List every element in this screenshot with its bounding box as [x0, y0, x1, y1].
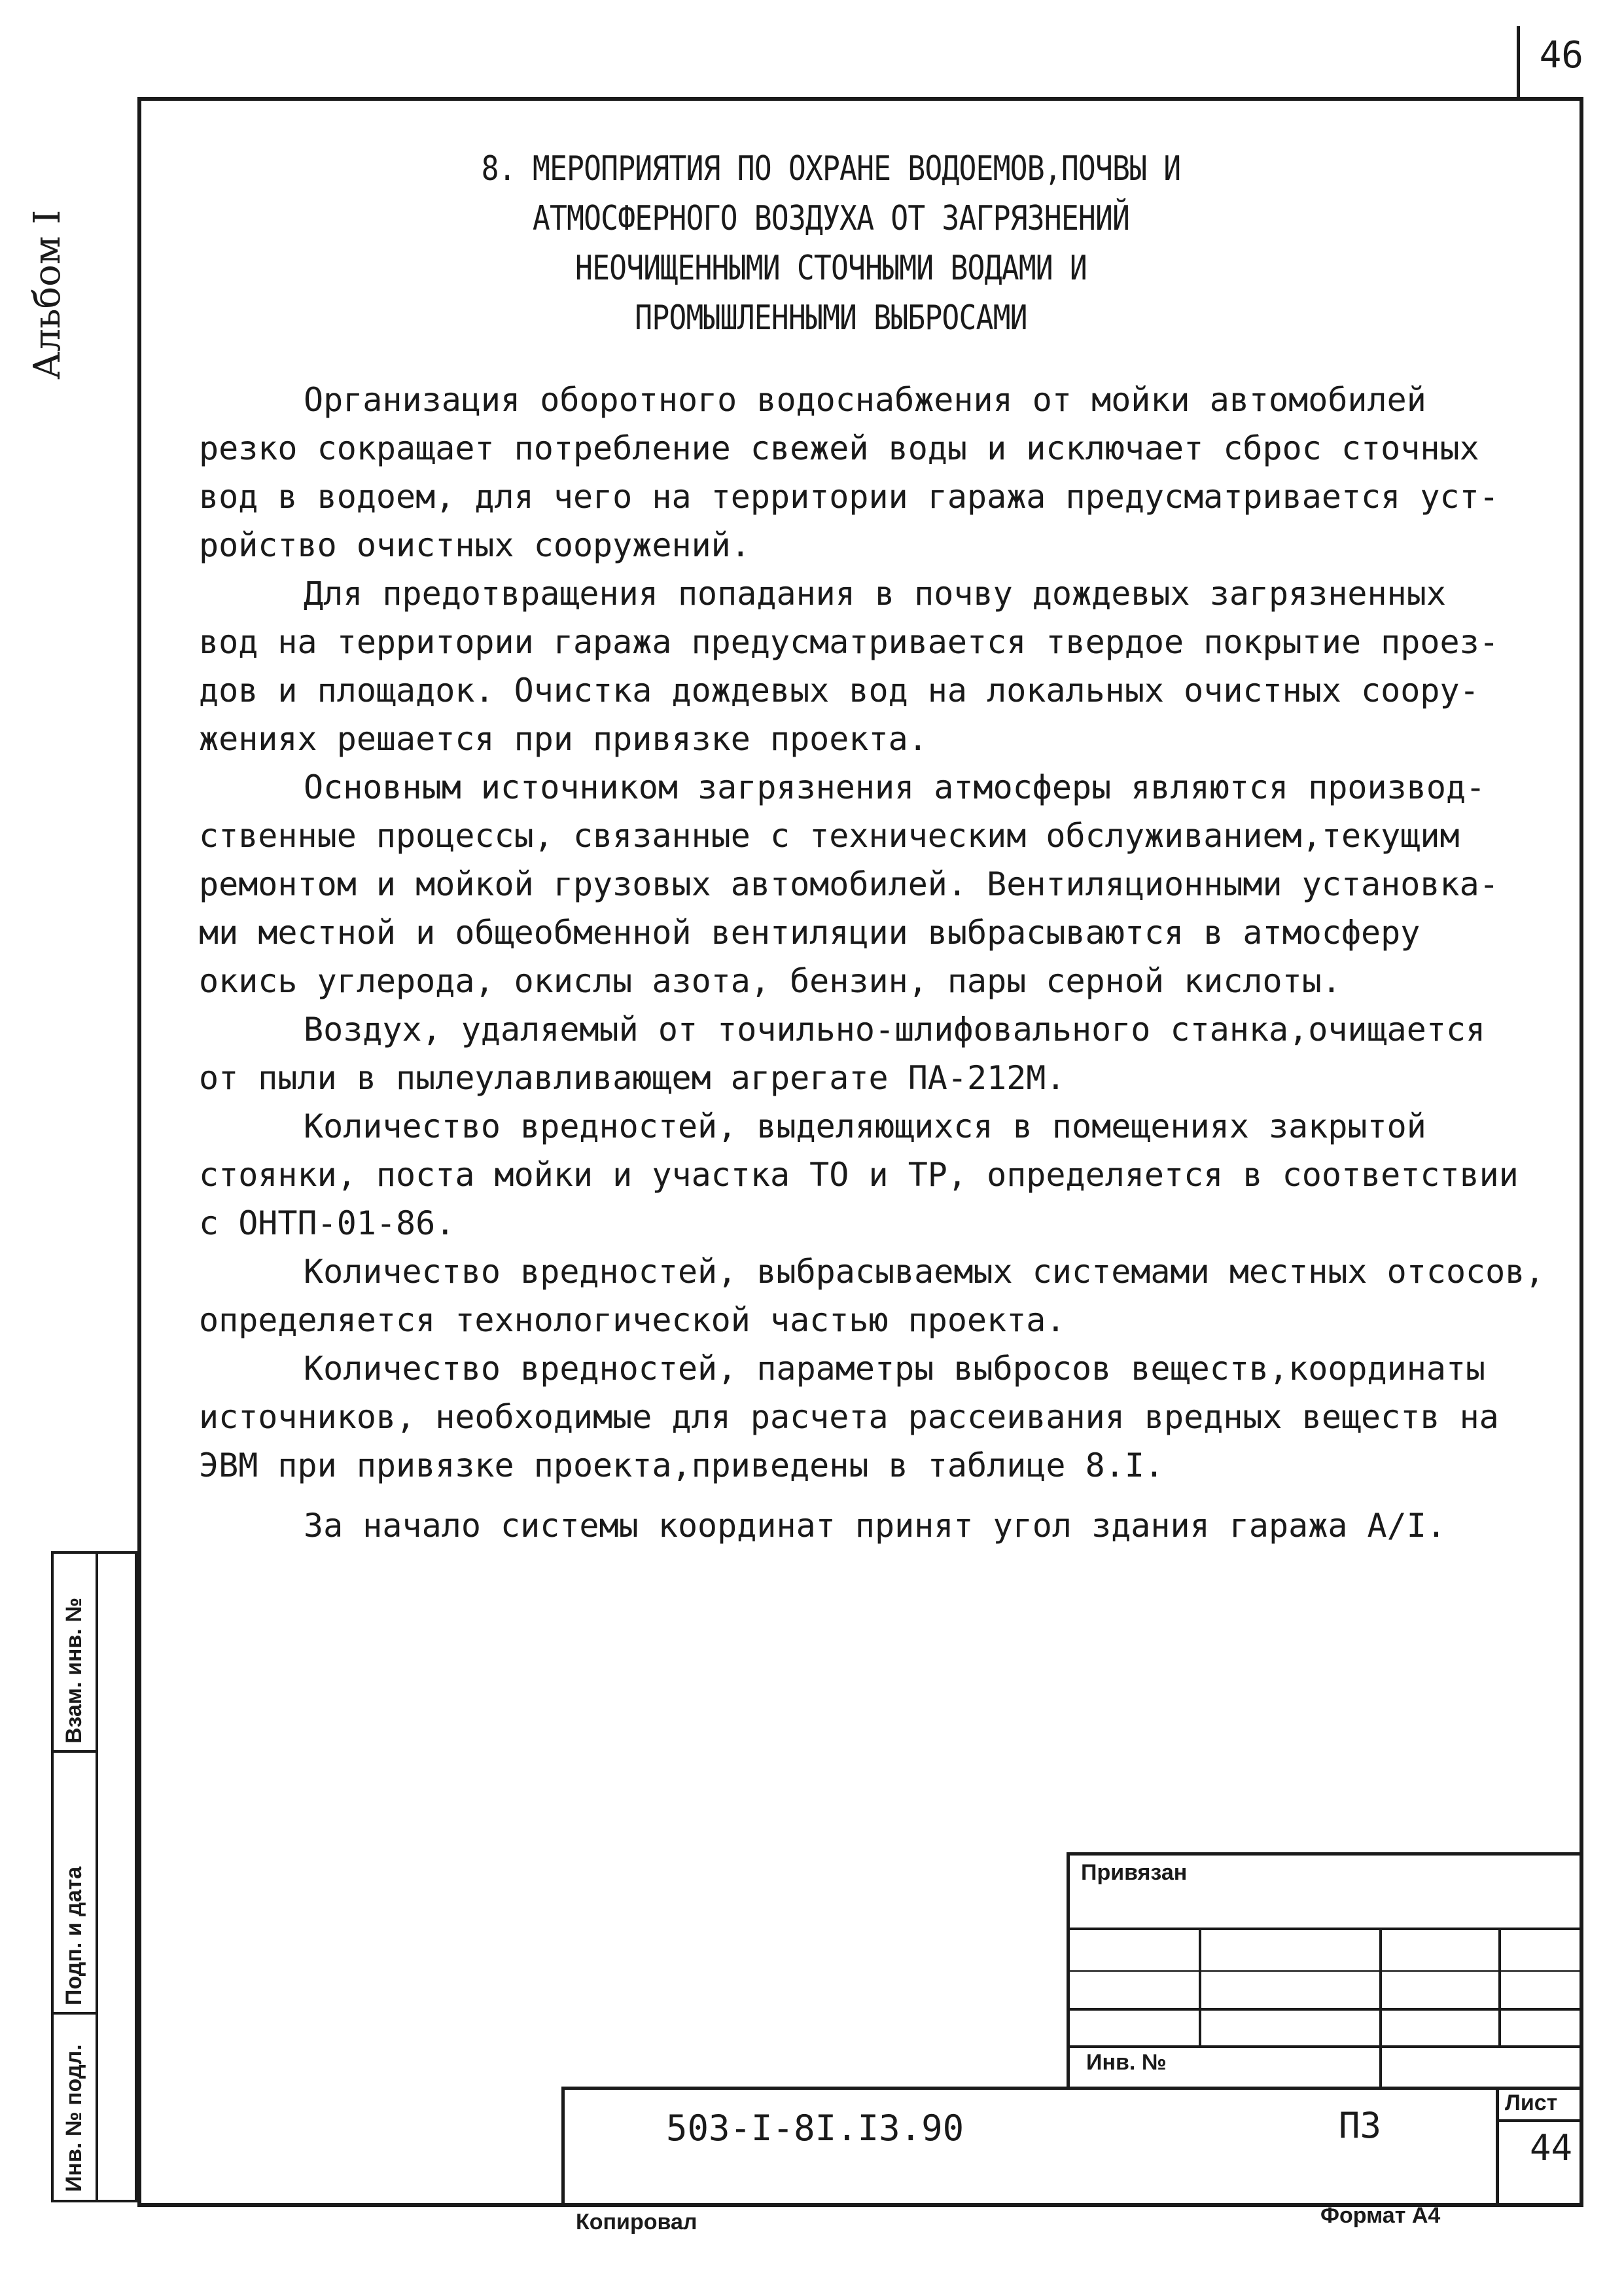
page-number-divider: [1517, 26, 1520, 98]
sheet-number: 44: [1530, 2127, 1573, 2168]
page-number: 46: [1539, 34, 1583, 77]
text-line: источников, необходимые для расчета рассеивания вредных веществ на: [199, 1398, 1499, 1436]
section-title-line: ПРОМЫШЛЕННЫМИ ВЫБРОСАМИ: [635, 298, 1027, 338]
title-block-line: [1067, 1852, 1583, 1856]
text-line: с ОНТП-01-86.: [199, 1204, 455, 1242]
title-block-line: [1067, 2045, 1583, 2048]
text-line: вод на территории гаража предусматривается твердое покрытие проез-: [199, 623, 1499, 661]
text-line: ственные процессы, связанные с техническим обслуживанием,текущим: [199, 817, 1460, 855]
side-stamp: [51, 1551, 137, 2202]
text-line: Количество вредностей, выбрасываемых системами местных отсосов,: [304, 1253, 1545, 1291]
text-line: Организация оборотного водоснабжения от мойки автомобилей: [304, 381, 1426, 419]
text-line: дов и площадок. Очистка дождевых вод на локальных очистных соору-: [199, 672, 1479, 709]
inv-label: Инв. №: [1086, 2050, 1167, 2075]
sheet-label: Лист: [1505, 2090, 1558, 2115]
text-line: определяется технологической частью проекта.: [199, 1301, 1066, 1339]
title-block-line: [1498, 1928, 1501, 2045]
section-title-line: НЕОЧИЩЕННЫМИ СТОЧНЫМИ ВОДАМИ И: [575, 249, 1087, 288]
title-block-line: [1379, 1928, 1382, 2088]
side-stamp-divider: [96, 1554, 98, 2202]
format-label: Формат А4: [1320, 2203, 1441, 2228]
title-block-line: [1199, 1928, 1201, 2045]
text-line: Основным источником загрязнения атмосферы являются производ-: [304, 768, 1486, 806]
text-line: окись углерода, окислы азота, бензин, пары серной кислоты.: [199, 962, 1341, 1000]
text-line: от пыли в пылеулавливающем агрегате ПА-212М.: [199, 1059, 1066, 1097]
title-block-line: [1067, 2008, 1583, 2011]
title-block-line: [1067, 1970, 1583, 1972]
side-stamp-label: Подп. и дата: [62, 1866, 86, 2005]
text-line: вод в водоем, для чего на территории гаража предусматривается уст-: [199, 478, 1499, 516]
side-stamp-divider: [54, 2012, 98, 2015]
text-line: Количество вредностей, параметры выбросов веществ,координаты: [304, 1350, 1486, 1388]
text-line: За начало системы координат принят угол здания гаража А/I.: [304, 1507, 1446, 1545]
body-text: [199, 376, 1560, 1550]
text-line: резко сокращает потребление свежей воды и исключает сброс сточных: [199, 429, 1479, 467]
title-block-line: [561, 2087, 1583, 2090]
side-stamp-label: Инв. № подл.: [62, 2044, 86, 2192]
bound-label: Привязан: [1081, 1860, 1188, 1885]
album-label: Альбом I: [26, 209, 69, 380]
section-title-line: АТМОСФЕРНОГО ВОЗДУХА ОТ ЗАГРЯЗНЕНИЙ: [532, 199, 1130, 238]
text-line: Воздух, удаляемый от точильно-шлифовального станка,очищается: [304, 1011, 1486, 1049]
text-line: ремонтом и мойкой грузовых автомобилей. Вентиляционными установка-: [199, 865, 1499, 903]
text-line: Количество вредностей, выделяющихся в помещениях закрытой: [304, 1107, 1426, 1145]
text-line: Для предотвращения попадания в почву дождевых загрязненных: [304, 575, 1446, 613]
title-block-line: [561, 2087, 565, 2206]
title-block-line: [1496, 2119, 1583, 2122]
title-block-line: [1496, 2087, 1499, 2206]
side-stamp-divider: [54, 1750, 98, 1753]
text-line: ройство очистных сооружений.: [199, 526, 750, 564]
text-line: жениях решается при привязке проекта.: [199, 720, 928, 758]
document-type: ПЗ: [1339, 2105, 1382, 2146]
document-code: 503-I-8I.I3.90: [666, 2108, 964, 2149]
text-line: стоянки, поста мойки и участка ТО и ТР, определяется в соответствии: [199, 1156, 1519, 1194]
section-title-line: 8. МЕРОПРИЯТИЯ ПО ОХРАНЕ ВОДОЕМОВ,ПОЧВЫ И: [481, 149, 1181, 188]
text-line: ЭВМ при привязке проекта,приведены в таблице 8.I.: [199, 1446, 1165, 1484]
title-block-line: [1067, 1928, 1583, 1930]
side-stamp-label: Взам. инв. №: [62, 1597, 86, 1744]
text-line: ми местной и общеобменной вентиляции выбрасываются в атмосферу: [199, 914, 1421, 952]
section-title: [353, 144, 1309, 343]
copied-label: Копировал: [576, 2210, 697, 2234]
